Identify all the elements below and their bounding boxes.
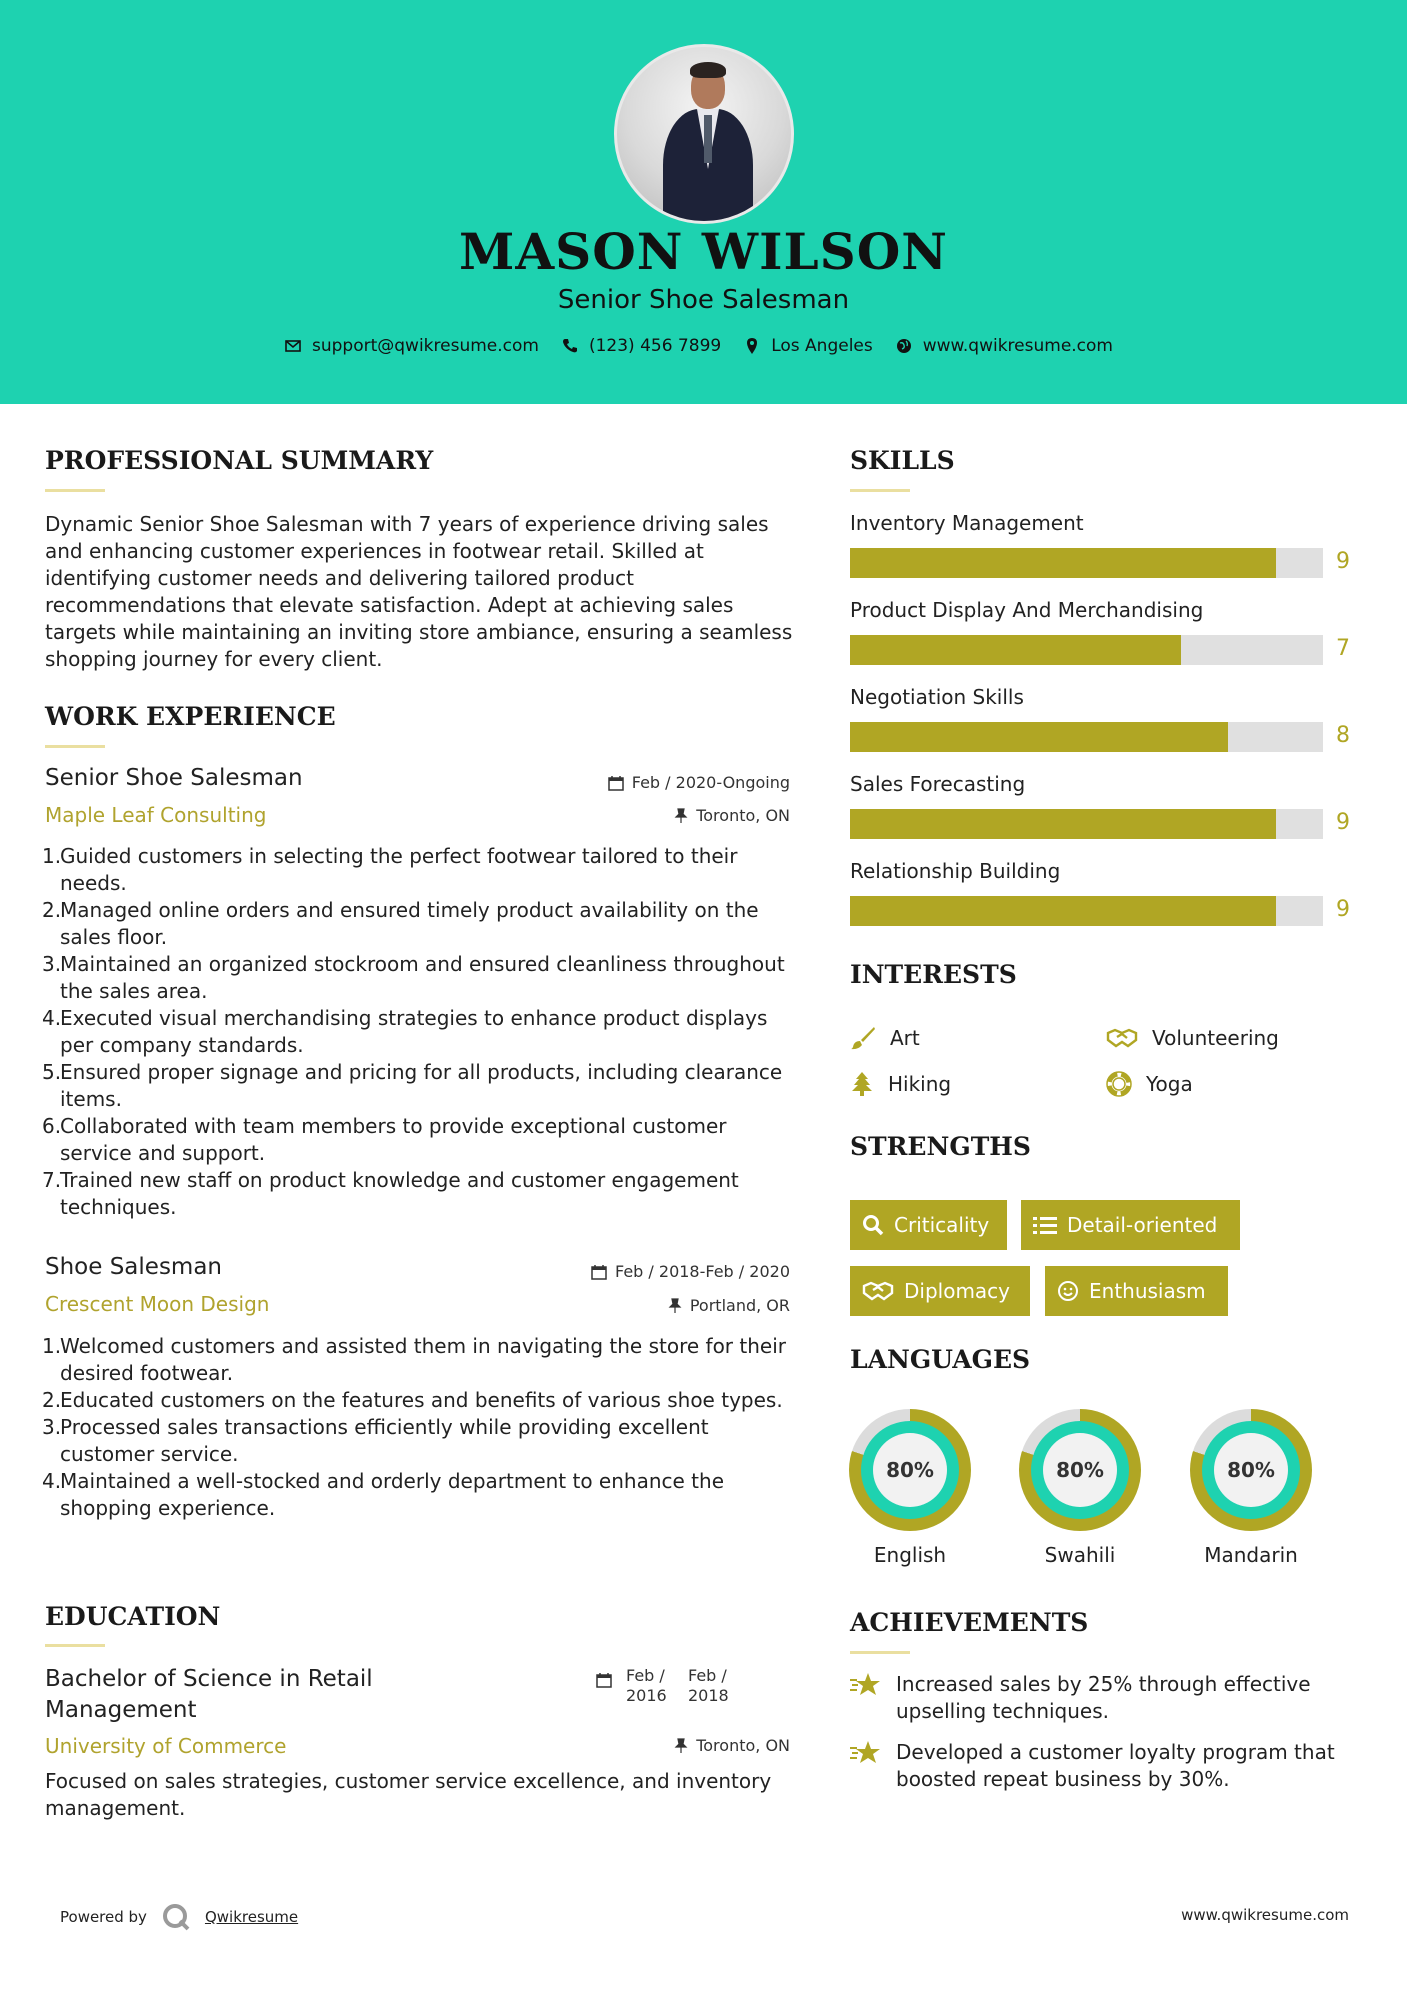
pushpin-icon — [674, 808, 688, 824]
skill-bar-fill — [850, 809, 1276, 839]
skill-bar — [850, 548, 1323, 578]
search-icon — [862, 1214, 884, 1236]
skill-score: 9 — [1336, 549, 1350, 574]
interest-item — [1106, 1026, 1279, 1050]
interest-label: Yoga — [1146, 1072, 1193, 1096]
skills-divider — [850, 489, 910, 492]
language-name: Mandarin — [1204, 1543, 1298, 1567]
achievement-text: Developed a customer loyalty program that boosted repeat business by 30%. — [896, 1740, 1335, 1791]
skill-label: Relationship Building — [850, 859, 1061, 883]
strengths-heading: STRENGTHS — [850, 1132, 1031, 1161]
handshake-icon — [862, 1280, 894, 1302]
company-name: Maple Leaf Consulting — [45, 803, 267, 827]
interest-label: Hiking — [888, 1072, 952, 1096]
language-progress-ring — [1190, 1409, 1312, 1531]
summary-text: Dynamic Senior Shoe Salesman with 7 years of experience driving sales and enhancing customer experiences in footwear retail. Skilled at identifying customer needs and delivering tailored product recommendations that elevate satisfaction. Adept at achieving sales targets while maintaining an inviting store ambiance, ensuring a seamless shopping journey for every client. — [45, 512, 793, 671]
skill-bar-fill — [850, 635, 1181, 665]
interest-label: Volunteering — [1152, 1026, 1279, 1050]
experience-heading: WORK EXPERIENCE — [45, 702, 336, 731]
achievement-item — [850, 1739, 1360, 1793]
education-location — [520, 1736, 790, 1755]
language-name: English — [873, 1543, 947, 1567]
interest-item — [1106, 1071, 1193, 1097]
job-dates-text: Feb / 2018-Feb / 2020 — [615, 1262, 790, 1281]
candidate-name: MASON WILSON — [459, 222, 948, 281]
education-divider — [45, 1644, 105, 1647]
strength-label: Enthusiasm — [1089, 1279, 1206, 1303]
candidate-title: Senior Shoe Salesman — [557, 285, 850, 315]
job-dates-text: Feb / 2020-Ongoing — [631, 773, 790, 792]
education-dates — [596, 1666, 736, 1706]
strength-label: Criticality — [894, 1213, 990, 1237]
achievements-divider — [850, 1651, 910, 1654]
list-item: 4. Executed visual merchandising strategies to enhance product displays per company standards. — [42, 1006, 768, 1057]
handshake-icon — [1106, 1027, 1138, 1049]
job-title: Senior Shoe Salesman — [45, 765, 303, 791]
school-name: University of Commerce — [45, 1734, 287, 1758]
language-progress-ring — [1019, 1409, 1141, 1531]
phone-icon — [561, 337, 579, 355]
qwikresume-link[interactable]: Qwikresume — [204, 1908, 299, 1926]
calendar-icon — [591, 1264, 607, 1280]
degree-title: Bachelor of Science in Retail Management — [45, 1666, 373, 1723]
list-item: 3. Maintained an organized stockroom and ensured cleanliness throughout the sales area. — [42, 952, 785, 1003]
experience-divider — [45, 745, 105, 748]
language-percent: 80% — [1214, 1433, 1288, 1507]
strength-tag — [1045, 1266, 1228, 1316]
footer-powered-by — [60, 1902, 298, 1932]
language-progress-ring — [849, 1409, 971, 1531]
skill-bar — [850, 635, 1323, 665]
contact-bar — [0, 336, 1407, 356]
skill-score: 7 — [1336, 636, 1350, 661]
language-item — [848, 1409, 972, 1567]
list-item: 1. Welcomed customers and assisted them in navigating the store for their desired footwear. — [42, 1334, 786, 1385]
list-item: 7. Trained new staff on product knowledge and customer engagement techniques. — [42, 1168, 739, 1219]
language-percent: 80% — [1043, 1433, 1117, 1507]
education-end: Feb / 2018 — [688, 1666, 729, 1705]
star-icon — [850, 1739, 884, 1767]
skill-label: Sales Forecasting — [850, 772, 1026, 796]
smile-icon — [1057, 1280, 1079, 1302]
job-title: Shoe Salesman — [45, 1254, 223, 1280]
job-bullets — [42, 843, 797, 1221]
list-item: 2. Managed online orders and ensured timely product availability on the sales floor. — [42, 898, 759, 949]
skills-heading: SKILLS — [850, 446, 955, 475]
strength-tag — [850, 1266, 1030, 1316]
achievements-heading: ACHIEVEMENTS — [850, 1608, 1089, 1637]
language-percent: 80% — [873, 1433, 947, 1507]
skill-score: 8 — [1336, 723, 1350, 748]
paintbrush-icon — [850, 1026, 876, 1050]
job-dates — [520, 773, 790, 792]
interest-item — [850, 1026, 920, 1050]
skill-score: 9 — [1336, 810, 1350, 835]
summary-heading: PROFESSIONAL SUMMARY — [45, 446, 434, 475]
job-bullets — [42, 1333, 797, 1522]
list-item: 2. Educated customers on the features and benefits of various shoe types. — [42, 1388, 783, 1412]
qwikresume-logo-icon — [161, 1902, 191, 1932]
education-location-text: Toronto, ON — [696, 1736, 790, 1755]
strength-label: Diplomacy — [904, 1279, 1011, 1303]
list-item: 5. Ensured proper signage and pricing for all products, including clearance items. — [42, 1060, 783, 1111]
interests-heading: INTERESTS — [850, 960, 1017, 989]
interest-label: Art — [890, 1026, 920, 1050]
globe-icon — [895, 337, 913, 355]
powered-by-label: Powered by — [60, 1908, 147, 1926]
job-location — [520, 806, 790, 825]
company-name: Crescent Moon Design — [45, 1292, 270, 1316]
list-item: 6. Collaborated with team members to provide exceptional customer service and support. — [42, 1114, 727, 1165]
summary-divider — [45, 489, 105, 492]
tree-icon — [850, 1071, 874, 1097]
skill-bar — [850, 809, 1323, 839]
strength-tag — [850, 1200, 1007, 1250]
skill-bar-fill — [850, 548, 1276, 578]
location-text: Los Angeles — [771, 336, 873, 356]
achievement-item — [850, 1671, 1360, 1725]
phone-number[interactable]: (123) 456 7899 — [588, 336, 722, 356]
skill-bar — [850, 722, 1323, 752]
profile-photo — [614, 44, 794, 224]
job-location-text: Toronto, ON — [696, 806, 790, 825]
education-heading: EDUCATION — [45, 1602, 221, 1631]
footer-url[interactable]: www.qwikresume.com — [1181, 1906, 1349, 1924]
interest-item — [850, 1071, 951, 1097]
lifebuoy-icon — [1106, 1071, 1132, 1097]
education-description: Focused on sales strategies, customer service excellence, and inventory management. — [45, 1769, 772, 1820]
skill-label: Inventory Management — [850, 511, 1084, 535]
calendar-icon — [596, 1672, 612, 1688]
job-dates — [520, 1262, 790, 1281]
languages-heading: LANGUAGES — [850, 1345, 1031, 1374]
skill-bar-fill — [850, 722, 1228, 752]
skill-bar — [850, 896, 1323, 926]
skill-bar-fill — [850, 896, 1276, 926]
strength-tag — [1021, 1200, 1240, 1250]
list-icon — [1033, 1215, 1057, 1235]
skill-label: Product Display And Merchandising — [850, 598, 1204, 622]
list-item: 3. Processed sales transactions efficiently while providing excellent customer service. — [42, 1415, 709, 1466]
calendar-icon — [608, 775, 624, 791]
language-item — [1189, 1409, 1313, 1567]
map-pin-icon — [743, 337, 761, 355]
skill-score: 9 — [1336, 897, 1350, 922]
job-location-text: Portland, OR — [689, 1296, 790, 1315]
language-name: Swahili — [1044, 1543, 1116, 1567]
strength-label: Detail-oriented — [1067, 1213, 1218, 1237]
pushpin-icon — [668, 1298, 682, 1314]
achievement-text: Increased sales by 25% through effective upselling techniques. — [896, 1672, 1311, 1723]
star-icon — [850, 1671, 884, 1699]
skill-label: Negotiation Skills — [850, 685, 1024, 709]
language-item — [1018, 1409, 1142, 1567]
education-start: Feb / 2016 — [626, 1666, 667, 1705]
header-banner — [0, 0, 1407, 404]
pushpin-icon — [674, 1738, 688, 1754]
list-item: 1. Guided customers in selecting the perfect footwear tailored to their needs. — [42, 844, 738, 895]
list-item: 4. Maintained a well-stocked and orderly department to enhance the shopping experience. — [42, 1469, 725, 1520]
envelope-icon — [284, 337, 302, 355]
job-location — [520, 1296, 790, 1315]
email-link[interactable]: support@qwikresume.com — [312, 336, 539, 356]
website-link[interactable]: www.qwikresume.com — [922, 336, 1113, 356]
